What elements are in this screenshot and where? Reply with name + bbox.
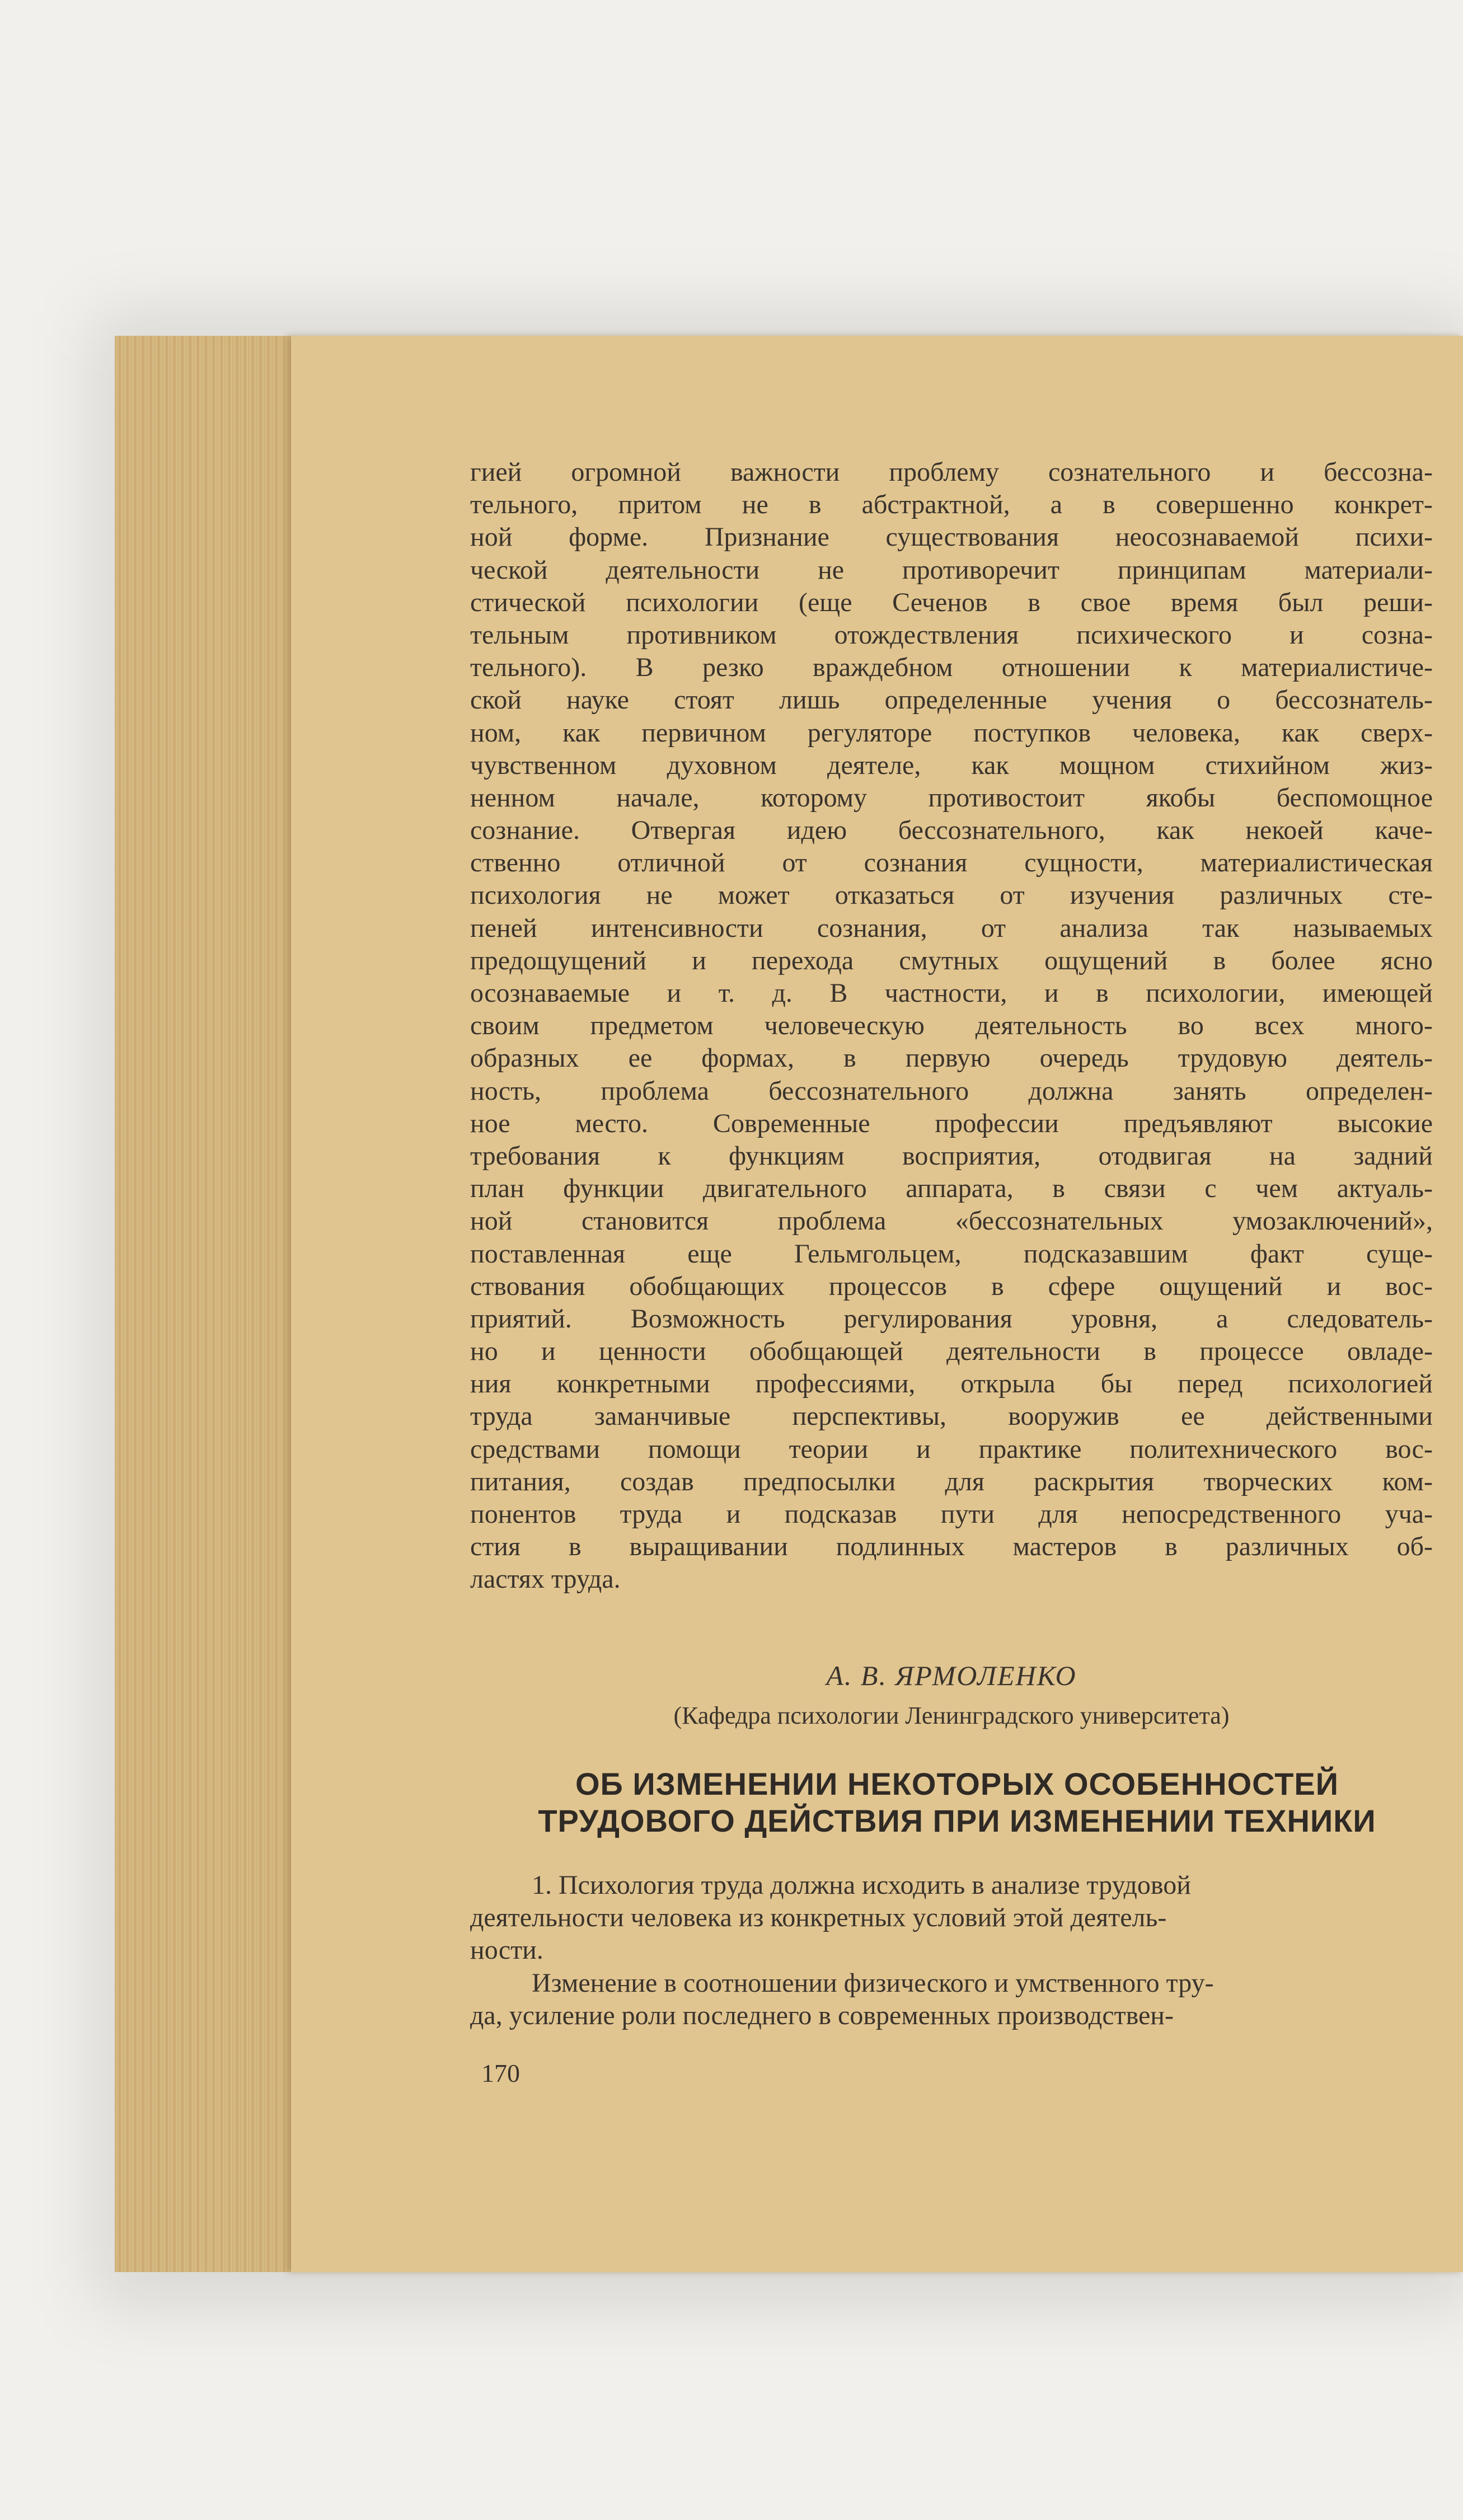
para1-line-3: ности. <box>470 1935 543 1965</box>
para1-line-2: деятельности человека из конкретных условий этой деятель- <box>470 1903 1167 1933</box>
body-line: стия в выращивании подлинных мастеров в различных об- <box>470 1532 1433 1562</box>
body-line: ной становится проблема «бессознательных умозаключений», <box>470 1206 1433 1236</box>
body-line: сознание. Отвергая идею бессознательного, как некоей каче- <box>470 815 1433 846</box>
body-text <box>470 456 1433 1596</box>
body-line: поставленная еще Гельмгольцем, подсказавшим факт суще- <box>470 1238 1433 1269</box>
article-body <box>470 1869 1433 2032</box>
body-line: ской науке стоят лишь определенные учения о бессознатель- <box>470 685 1433 715</box>
title-line-1: ОБ ИЗМЕНЕНИИ НЕКОТОРЫХ ОСОБЕННОСТЕЙ <box>575 1766 1339 1801</box>
body-line: ненном начале, которому противостоит якобы беспомощное <box>470 782 1433 813</box>
page-number: 170 <box>481 2059 520 2087</box>
body-line: ность, проблема бессознательного должна занять определен- <box>470 1076 1433 1106</box>
body-line: ния конкретными профессиями, открыла бы перед психологией <box>470 1369 1433 1399</box>
body-line: ластях труда. <box>470 1564 621 1594</box>
body-line: средствами помощи теории и практике политехнического вос- <box>470 1434 1433 1464</box>
article-title <box>476 1766 1438 1839</box>
body-line: тельного). В резко враждебном отношении к материалистиче- <box>470 653 1433 683</box>
body-line: ном, как первичном регуляторе поступков человека, как сверх- <box>470 717 1433 748</box>
body-line: осознаваемые и т. д. В частности, и в психологии, имеющей <box>470 978 1433 1008</box>
body-line: ческой деятельности не противоречит принципам материали- <box>470 555 1433 585</box>
body-line: понентов труда и подсказав пути для непосредственного уча- <box>470 1499 1433 1529</box>
para2-line-1: Изменение в соотношении физического и умственного тру- <box>532 1968 1214 1998</box>
body-line: стической психологии (еще Сеченов в свое время был реши- <box>470 587 1433 617</box>
body-line: труда заманчивые перспективы, вооружив ее действенными <box>470 1401 1433 1432</box>
body-line: ствования обобщающих процессов в сфере ощущений и вос- <box>470 1271 1433 1301</box>
body-line: психология не может отказаться от изучения различных сте- <box>470 880 1433 911</box>
body-line: пеней интенсивности сознания, от анализа так называемых <box>470 913 1433 943</box>
body-line: требования к функциям восприятия, отодвигая на задний <box>470 1141 1433 1171</box>
author-name: А. В. ЯРМОЛЕНКО <box>826 1660 1077 1691</box>
body-line: питания, создав предпосылки для раскрытия творческих ком- <box>470 1466 1433 1496</box>
para2-line-2: да, усиление роли последнего в современных производствен- <box>470 2000 1174 2030</box>
body-line: своим предметом человеческую деятельность во всех много- <box>470 1011 1433 1041</box>
body-line: гией огромной важности проблему сознательного и бессозна- <box>470 457 1433 487</box>
body-line: тельным противником отождествления психического и созна- <box>470 620 1433 650</box>
body-line: предощущений и перехода смутных ощущений в более ясно <box>470 945 1433 975</box>
para1-line-1: 1. Психология труда должна исходить в анализе трудовой <box>532 1870 1191 1900</box>
body-line: тельного, притом не в абстрактной, а в совершенно конкрет- <box>470 490 1433 520</box>
body-line: план функции двигательного аппарата, в связи с чем актуаль- <box>470 1174 1433 1204</box>
book-page <box>291 336 1463 2272</box>
body-line: образных ее формах, в первую очередь трудовую деятель- <box>470 1043 1433 1073</box>
page-edges <box>115 336 294 2272</box>
body-line: но и ценности обобщающей деятельности в процессе овладе- <box>470 1336 1433 1367</box>
title-line-2: ТРУДОВОГО ДЕЙСТВИЯ ПРИ ИЗМЕНЕНИИ ТЕХНИКИ <box>538 1803 1376 1838</box>
body-line: приятий. Возможность регулирования уровня, а следователь- <box>470 1303 1433 1334</box>
body-line: ной форме. Признание существования неосознаваемой психи- <box>470 522 1433 552</box>
body-line: чувственном духовном деятеле, как мощном стихийном жиз- <box>470 750 1433 780</box>
body-line: ное место. Современные профессии предъявляют высокие <box>470 1108 1433 1138</box>
body-line: ственно отличной от сознания сущности, материалистическая <box>470 848 1433 878</box>
author-affiliation: (Кафедра психологии Ленинградского университета) <box>673 1702 1230 1729</box>
